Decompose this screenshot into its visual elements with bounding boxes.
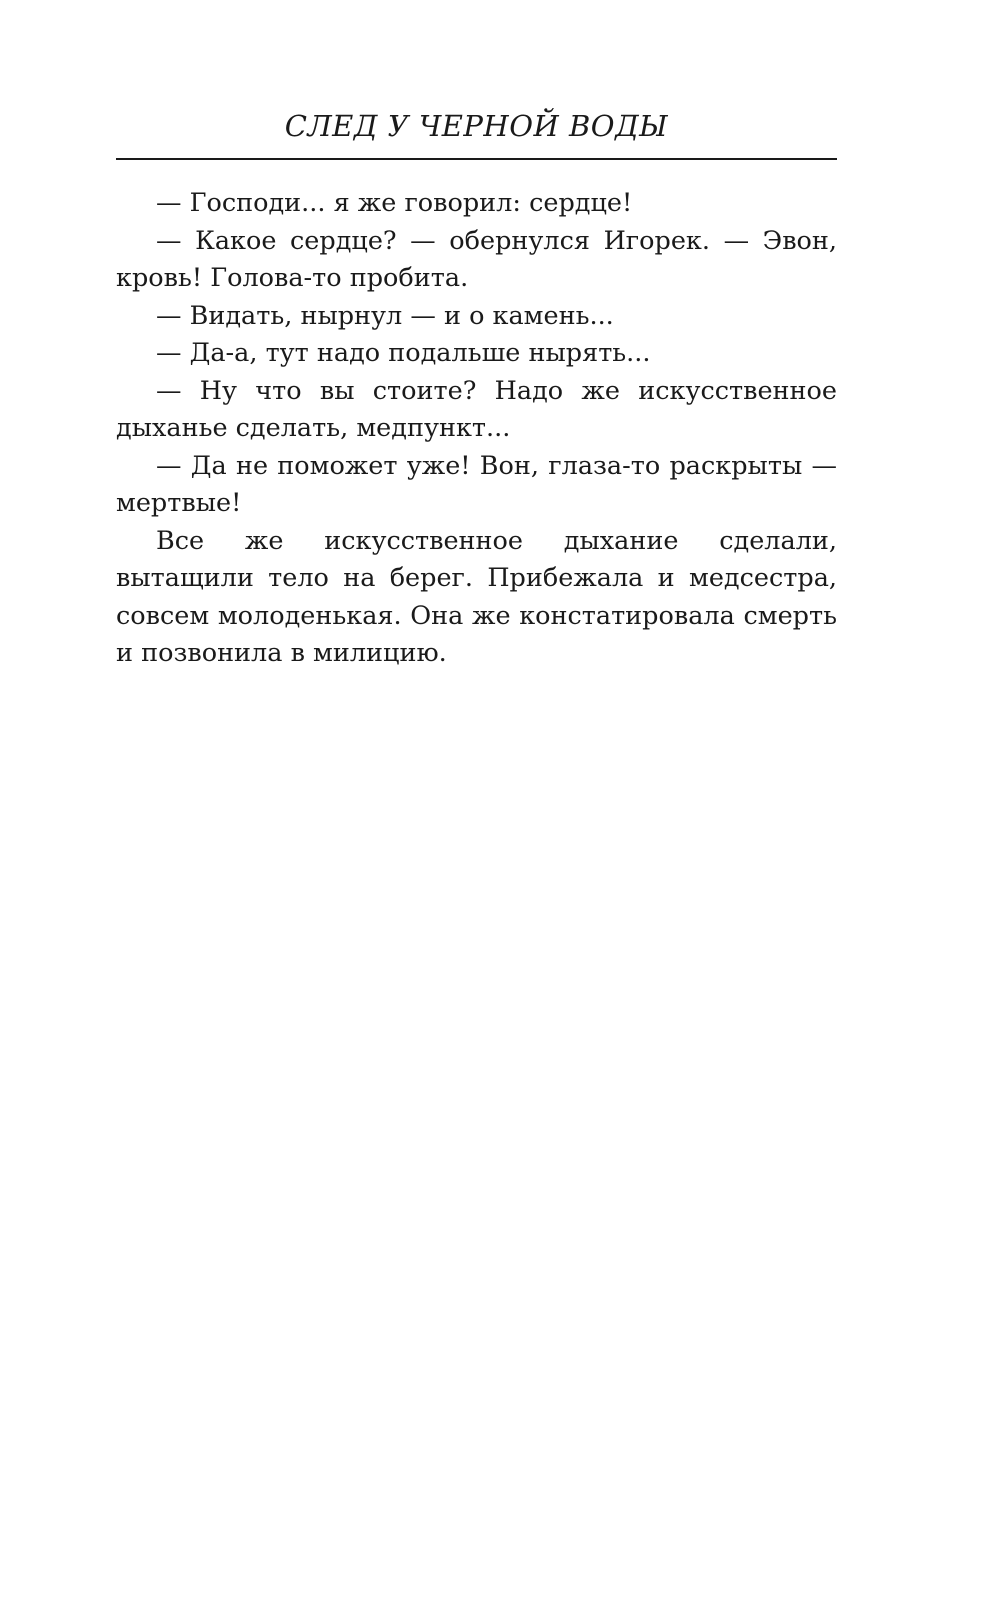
paragraph: — Какое сердце? — обернулся Игорек. — Эвон, кровь! Голова-то пробита.: [116, 225, 837, 293]
paragraph: — Господи... я же говорил: сердце!: [156, 188, 633, 218]
running-header: СЛЕД У ЧЕРНОЙ ВОДЫ: [284, 109, 669, 143]
header-divider: [116, 158, 837, 160]
paragraph: — Ну что вы стоите? Надо же искусственное дыханье сделать, медпункт...: [116, 375, 837, 443]
body-text: [116, 185, 837, 673]
paragraph: — Да-а, тут надо подальше нырять...: [156, 338, 651, 368]
paragraph: — Видать, нырнул — и о камень...: [156, 300, 614, 331]
paragraph: — Да не поможет уже! Вон, глаза-то раскрыты — мертвые!: [116, 450, 837, 518]
paragraph: Все же искусственное дыхание сделали, вытащили тело на берег. Прибежала и медсестра, совсем молоденькая. Она же констатировала смерть и позвонила в милицию.: [116, 525, 837, 668]
